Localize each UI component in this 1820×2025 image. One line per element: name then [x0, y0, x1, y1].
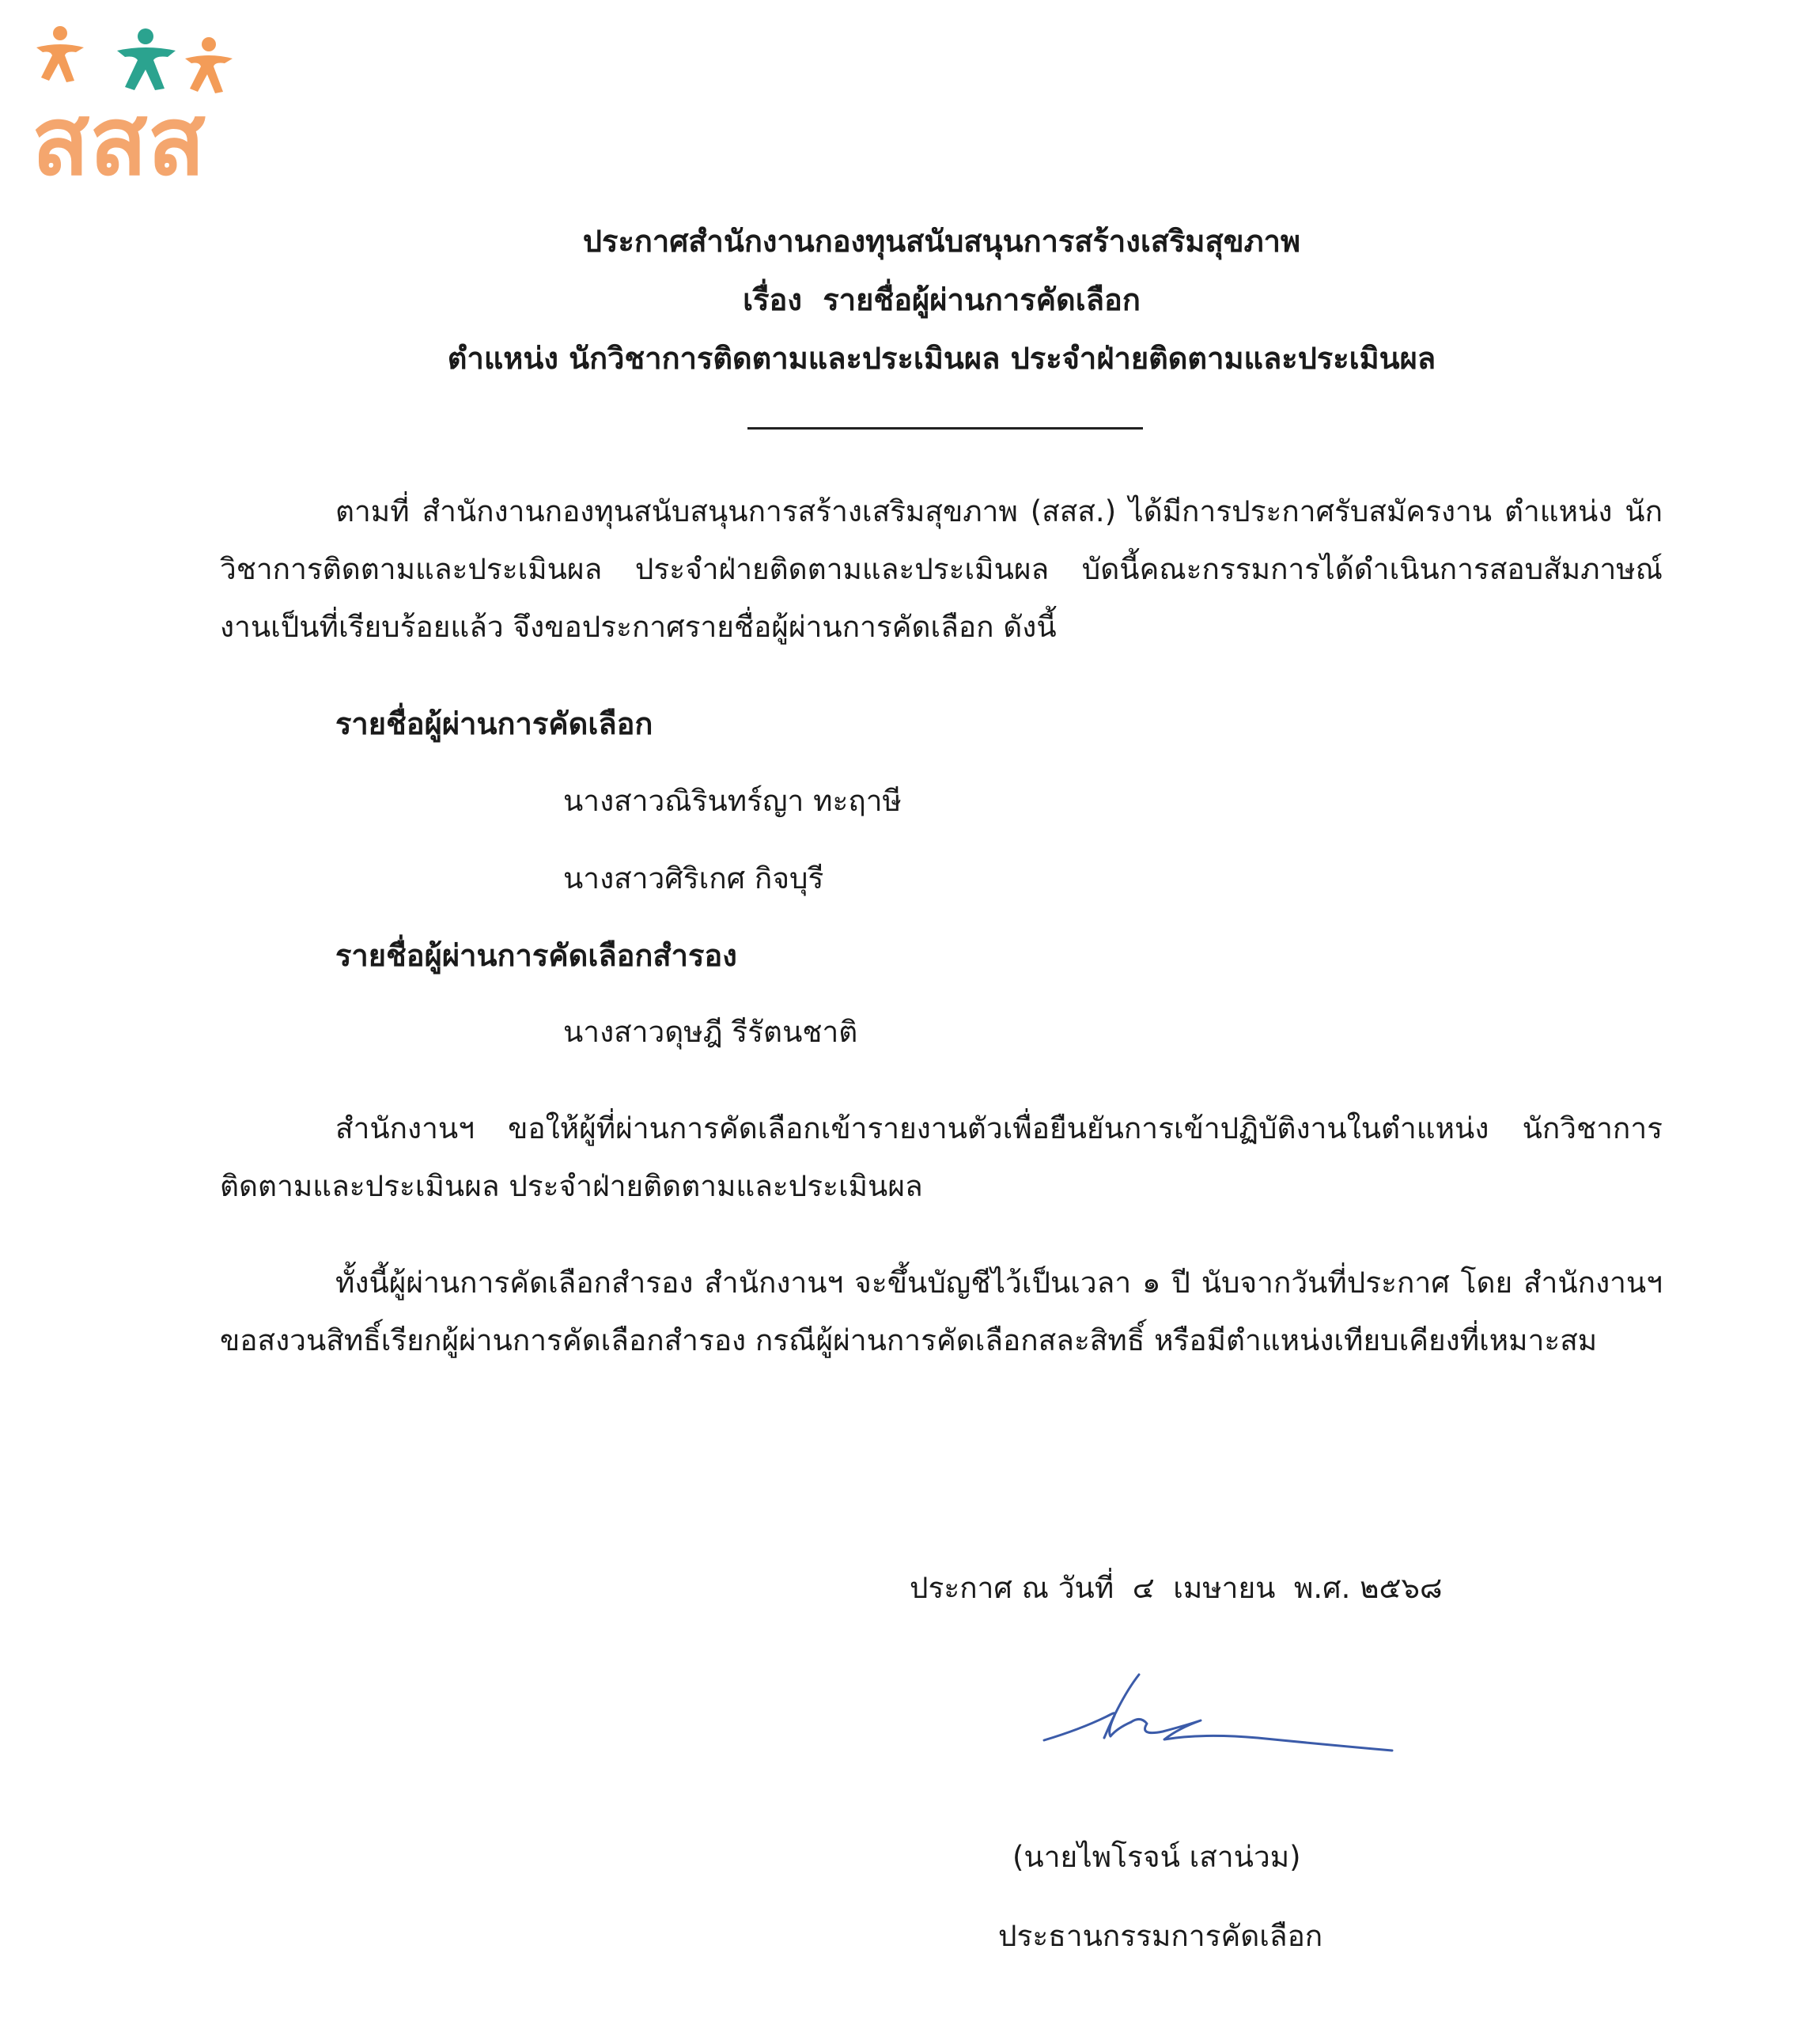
header-line-1: ประกาศสำนักงานกองทุนสนับสนุนการสร้างเสริมสุขภาพ [582, 224, 1301, 259]
announcement-header [0, 212, 1820, 388]
header-divider [747, 427, 1143, 430]
logo-text: สสส [32, 87, 206, 182]
figure-right-icon [185, 37, 233, 93]
passed-name-1: นางสาวณิรินทร์ญา ทะฤาษี [563, 784, 902, 818]
signer-name: (นายไพโรจน์ เสาน่วม) [1012, 1840, 1301, 1874]
thaihealth-logo [28, 24, 274, 182]
figure-middle-icon [117, 28, 176, 90]
passed-heading: รายชื่อผู้ผ่านการคัดเลือก [335, 706, 653, 741]
signature-image [1028, 1665, 1408, 1784]
signer-title: ประธานกรรมการคัดเลือก [998, 1919, 1323, 1953]
header-line-3: ตำแหน่ง นักวิชาการติดตามและประเมินผล ประจำฝ่ายติดตามและประเมินผล [447, 341, 1436, 376]
report-paragraph: สำนักงานฯ ขอให้ผู้ที่ผ่านการคัดเลือกเข้ารายงานตัวเพื่อยืนยันการเข้าปฏิบัติงานในตำแหน่ง นักวิชาการติดตามและประเมินผล ประจำฝ่ายติดตามและประเมินผล [220, 1111, 1663, 1203]
announcement-date: ประกาศ ณ วันที่ ๔ เมษายน พ.ศ. ๒๕๖๘ [910, 1571, 1443, 1605]
reserve-name-1: นางสาวดุษฎี รีรัตนชาติ [563, 1015, 858, 1049]
reserve-heading: รายชื่อผู้ผ่านการคัดเลือกสำรอง [335, 938, 737, 973]
reserve-paragraph: ทั้งนี้ผู้ผ่านการคัดเลือกสำรอง สำนักงานฯ จะขึ้นบัญชีไว้เป็นเวลา ๑ ปี นับจากวันที่ประกาศ โดย สำนักงานฯ ขอสงวนสิทธิ์เรียกผู้ผ่านการคัดเลือกสำรอง กรณีผู้ผ่านการคัดเลือกสละสิทธิ์ หรือมีตำแหน่งเทียบเคียงที่เหมาะสม [220, 1266, 1663, 1357]
figure-left-icon [36, 26, 84, 82]
intro-paragraph: ตามที่ สำนักงานกองทุนสนับสนุนการสร้างเสริมสุขภาพ (สสส.) ได้มีการประกาศรับสมัครงาน ตำแหน่ง นักวิชาการติดตามและประเมินผล ประจำฝ่ายติดตามและประเมินผล บัดนี้คณะกรรมการได้ดำเนินการสอบสัมภาษณ์งานเป็นที่เรียบร้อยแล้ว จึงขอประกาศรายชื่อผู้ผ่านการคัดเลือก ดังนี้ [220, 494, 1663, 644]
header-line-2: เรื่อง รายชื่อผู้ผ่านการคัดเลือก [743, 282, 1141, 317]
passed-name-2: นางสาวศิริเกศ กิจบุรี [563, 861, 824, 895]
